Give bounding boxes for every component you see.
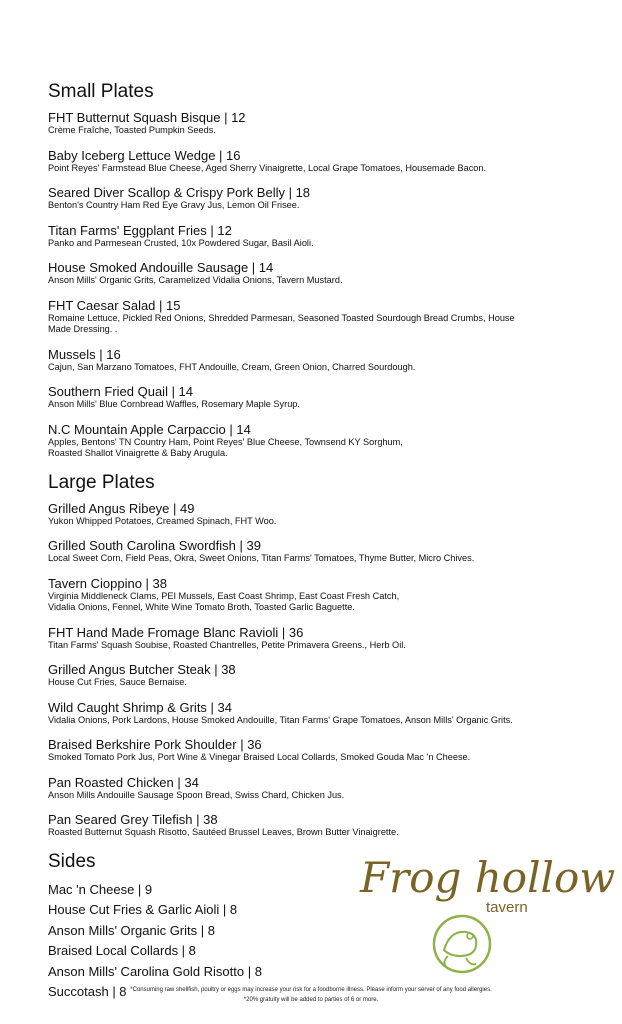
menu-item-name: Braised Berkshire Pork Shoulder | 36 — [48, 737, 262, 752]
menu-item-description: Apples, Bentons' TN Country Ham, Point Reyes' Blue Cheese, Townsend KY Sorghum, Roasted Shallot Vinaigrette & Baby Arugula. — [48, 436, 403, 458]
logo-graphic — [356, 846, 616, 981]
menu-item — [48, 775, 604, 802]
menu-item — [48, 110, 604, 137]
menu-item — [48, 700, 604, 727]
menu-item-description: Titan Farms' Squash Soubise, Roasted Chantrelles, Petite Primavera Greens., Herb Oil. — [48, 639, 406, 650]
menu-item-description: Panko and Parmesean Crusted, 10x Powdered Sugar, Basil Aioli. — [48, 237, 314, 248]
menu-item-description: Anson Mills' Organic Grits, Caramelized Vidalia Onions, Tavern Mustard. — [48, 275, 343, 285]
menu-item-description: Vidalia Onions, Pork Lardons, House Smoked Andouille, Titan Farms' Grape Tomatoes, Anson Mills' Organic Grits. — [48, 714, 513, 725]
menu-item — [48, 422, 604, 460]
menu-item-description: Anson Mills' Blue Cornbread Waffles, Rosemary Maple Syrup. — [48, 399, 300, 409]
side-item: Mac 'n Cheese | 9 — [48, 881, 153, 897]
logo-wordmark: Frog hollow — [360, 853, 616, 902]
menu-item-description: Cajun, San Marzano Tomatoes, FHT Andouille, Cream, Green Onion, Charred Sourdough. — [48, 361, 416, 372]
menu-item — [48, 260, 604, 287]
menu-item-description: House Cut Fries, Sauce Bernaise. — [48, 677, 187, 687]
side-item: Succotash | 8 — [48, 984, 127, 999]
side-item: Anson Mills' Carolina Gold Risotto | 8 — [48, 963, 262, 979]
menu-item-description: Virginia Middleneck Clams, PEI Mussels, East Coast Shrimp, East Coast Fresh Catch, Vidalia Onions, Fennel, White Wine Tomato Broth, Toasted Garlic Baguette. — [48, 590, 400, 612]
menu-item-description: Romaine Lettuce, Pickled Red Onions, Shredded Parmesan, Seasoned Toasted Sourdough Bread Crumbs, House Made Dressing. . — [48, 312, 515, 334]
menu-item-name: Southern Fried Quail | 14 — [48, 384, 194, 399]
small-plates-list — [48, 110, 604, 460]
sides-heading: Sides — [48, 850, 96, 872]
frog-in-circle-icon — [434, 916, 490, 972]
menu-item — [48, 185, 604, 212]
menu-item-description: Anson Mills Andouille Sausage Spoon Bread, Swiss Chard, Chicken Jus. — [48, 789, 345, 800]
menu-item-name: FHT Caesar Salad | 15 — [48, 297, 181, 313]
menu-item-name: House Smoked Andouille Sausage | 14 — [48, 260, 274, 275]
menu-item-description: Smoked Tomato Pork Jus, Port Wine & Vinegar Braised Local Collards, Smoked Gouda Mac 'n Cheese. — [48, 752, 471, 762]
side-item: House Cut Fries & Garlic Aioli | 8 — [48, 902, 238, 917]
menu-item-name: Pan Roasted Chicken | 34 — [48, 774, 199, 790]
menu-item-name: Grilled South Carolina Swordfish | 39 — [48, 538, 261, 553]
menu-item-description: Crème Fraîche, Toasted Pumpkin Seeds. — [48, 125, 216, 135]
menu-item — [48, 538, 604, 565]
food-safety-disclaimer: *Consuming raw shellfish, poultry or eggs may increase your risk for a foodborne illness. Please inform your server of any food allergies. — [130, 987, 492, 993]
menu-item-name: Grilled Angus Ribeye | 49 — [48, 500, 195, 516]
side-item: Braised Local Collards | 8 — [48, 943, 196, 958]
menu-item-description: Roasted Butternut Squash Risotto, Sautéed Brussel Leaves, Brown Butter Vinaigrette. — [48, 827, 399, 837]
menu-item-description: Benton's Country Ham Red Eye Gravy Jus, Lemon Oil Frisee. — [48, 200, 300, 210]
menu-item-description: Yukon Whipped Potatoes, Creamed Spinach, FHT Woo. — [48, 515, 277, 526]
large-plates-heading: Large Plates — [48, 471, 155, 493]
menu-item — [48, 576, 604, 614]
menu-item — [48, 501, 604, 528]
menu-item — [48, 384, 604, 411]
gratuity-note: *20% gratuity will be added to parties of 6 or more. — [243, 997, 379, 1003]
small-plates-heading: Small Plates — [48, 81, 154, 102]
side-item: Anson Mills' Organic Grits | 8 — [48, 922, 215, 938]
menu-item — [48, 737, 604, 764]
menu-item-name: Titan Farms' Eggplant Fries | 12 — [48, 222, 232, 238]
menu-item-name: FHT Hand Made Fromage Blanc Ravioli | 36 — [48, 624, 304, 640]
menu-item-name: Wild Caught Shrimp & Grits | 34 — [48, 699, 232, 715]
menu-item — [48, 223, 604, 250]
menu-item-name: Pan Seared Grey Tilefish | 38 — [48, 812, 218, 827]
menu-item — [48, 625, 604, 652]
menu-item-name: FHT Butternut Squash Bisque | 12 — [48, 110, 246, 125]
menu-item-name: Baby Iceberg Lettuce Wedge | 16 — [48, 147, 241, 163]
menu-item-description: Local Sweet Corn, Field Peas, Okra, Sweet Onions, Titan Farms' Tomatoes, Thyme Butter, Micro Chives. — [48, 553, 475, 563]
large-plates-list — [48, 501, 604, 839]
menu-item — [48, 662, 604, 689]
menu-item — [48, 148, 604, 175]
menu-item-name: N.C Mountain Apple Carpaccio | 14 — [48, 421, 251, 437]
frog-hollow-logo — [356, 846, 616, 981]
menu-item-name: Grilled Angus Butcher Steak | 38 — [48, 662, 236, 677]
menu-item — [48, 298, 604, 336]
menu-item — [48, 812, 604, 839]
menu-item-name: Seared Diver Scallop & Crispy Pork Belly | 18 — [48, 185, 311, 200]
menu-item-name: Mussels | 16 — [48, 346, 121, 362]
menu-item-description: Point Reyes' Farmstead Blue Cheese, Aged Sherry Vinaigrette, Local Grape Tomatoes, Housemade Bacon. — [48, 162, 487, 173]
menu-item — [48, 347, 604, 374]
logo-subtitle: tavern — [486, 899, 528, 916]
menu-item-name: Tavern Cioppino | 38 — [48, 575, 168, 591]
